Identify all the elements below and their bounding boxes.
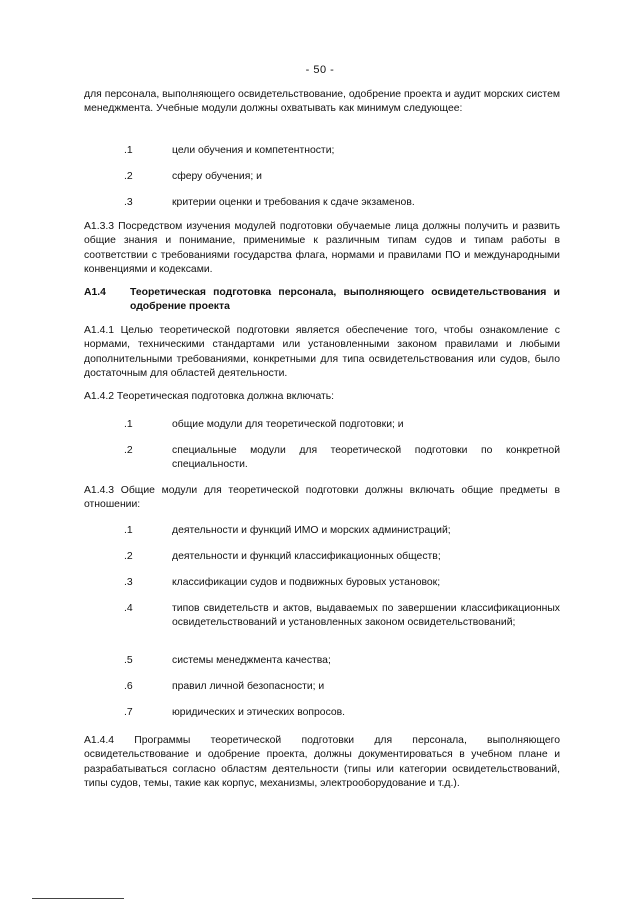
list-item-number: .7: [124, 707, 133, 718]
list-item-number: .6: [124, 681, 133, 692]
list-item-text: специальные модули для теоретической подготовки по конкретной специальности.: [172, 445, 560, 471]
list-item-number: .3: [124, 197, 133, 208]
paragraph-a1-4-3: А1.4.3 Общие модули для теоретической подготовки должны включать общие предметы в отношении:: [84, 485, 560, 511]
list-item-number: .2: [124, 551, 133, 562]
list-item-text: системы менеджмента качества;: [172, 655, 331, 666]
list-item-text: деятельности и функций классификационных обществ;: [172, 551, 441, 562]
footer-divider: [32, 898, 124, 899]
list-item-text: деятельности и функций ИМО и морских администраций;: [172, 525, 451, 536]
list-item-number: .1: [124, 525, 133, 536]
paragraph-a1-4-1: А1.4.1 Целью теоретической подготовки является обеспечение того, чтобы ознакомление с нормами, техническими стандартами или установленными законом правилами и любыми дополнительными требованиями, конкретными для типа освидетельствования или судов, было достаточным для областей деятельности.: [84, 325, 560, 379]
section-number: А1.4: [84, 287, 106, 298]
paragraph-a1-4-4: А1.4.4 Программы теоретической подготовки для персонала, выполняющего освидетельствование и одобрение проекта, должны документироваться в учебном плане и разрабатываться согласно областям деятельности (типы или категории освидетельствований, типы судов, темы, такие как корпус, механизмы, электрооборудование и т.д.).: [84, 735, 560, 789]
list-item-number: .4: [124, 603, 133, 614]
list-item-text: сферу обучения; и: [172, 171, 262, 182]
list-item-number: .1: [124, 145, 133, 156]
list-item-number: .1: [124, 419, 133, 430]
list-item-text: цели обучения и компетентности;: [172, 145, 335, 156]
list-item-text: правил личной безопасности; и: [172, 681, 325, 692]
page-number: - 50 -: [305, 64, 335, 76]
list-item-number: .2: [124, 445, 133, 456]
list-item-text: классификации судов и подвижных буровых установок;: [172, 577, 441, 588]
section-title: Теоретическая подготовка персонала, выполняющего освидетельствования и одобрение проекта: [130, 287, 560, 313]
list-item-number: .3: [124, 577, 133, 588]
list-item-text: типов свидетельств и актов, выдаваемых по завершении классификационных освидетельствований и установленных законом освидетельствований;: [172, 603, 560, 629]
list-item-number: .2: [124, 171, 133, 182]
list-item-text: общие модули для теоретической подготовки; и: [172, 419, 404, 430]
paragraph-a1-3-3: А1.3.3 Посредством изучения модулей подготовки обучаемые лица должны получить и развить общие знания и понимание, применимые к различным типам судов и типам работы в соответствии с требованиями государства флага, нормами и правилами ПО и международными конвенциями и кодексами.: [84, 221, 560, 275]
list-item-text: юридических и этических вопросов.: [172, 707, 346, 718]
intro-paragraph: для персонала, выполняющего освидетельствование, одобрение проекта и аудит морских систем менеджмента. Учебные модули должны охватывать как минимум следующее:: [84, 89, 560, 115]
list-item-text: критерии оценки и требования к сдаче экзаменов.: [172, 197, 415, 208]
paragraph-a1-4-2: А1.4.2 Теоретическая подготовка должна включать:: [84, 391, 335, 402]
list-item-number: .5: [124, 655, 133, 666]
